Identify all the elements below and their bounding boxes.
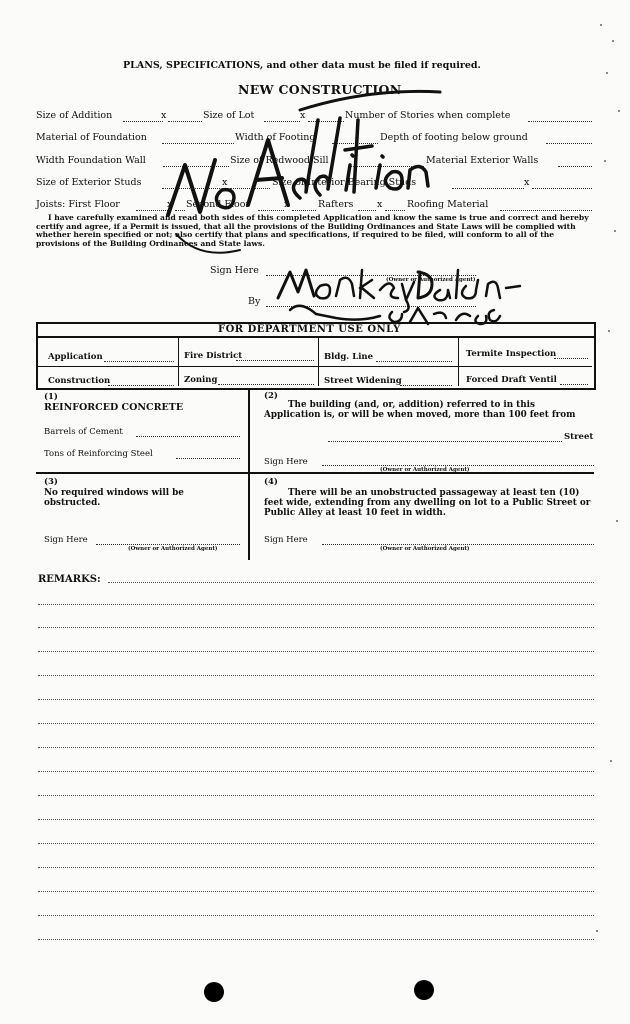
section-2-street: Street xyxy=(564,432,594,442)
width-of-footing-field[interactable] xyxy=(332,143,378,144)
size-exterior-studs-field[interactable] xyxy=(162,188,220,189)
x-mark: x xyxy=(284,199,290,210)
section-title: NEW CONSTRUCTION xyxy=(238,82,402,97)
by-field[interactable] xyxy=(266,306,476,307)
joists-first-floor-field-2[interactable] xyxy=(175,210,185,211)
x-mark: x xyxy=(377,199,383,210)
section-2-owner-note: (Owner or Authorized Agent) xyxy=(380,467,470,473)
section-3-number: (3) xyxy=(44,477,58,487)
rafters-field[interactable] xyxy=(358,210,376,211)
street-name-field[interactable] xyxy=(328,441,562,442)
section-1-number: (1) xyxy=(44,392,58,402)
fire-district-label: Fire District xyxy=(184,351,243,361)
barrels-of-cement-field[interactable] xyxy=(136,436,240,437)
x-mark: x xyxy=(300,110,306,121)
scan-speck xyxy=(606,72,608,74)
termite-inspection-label: Termite Inspection xyxy=(466,349,557,359)
scan-speck xyxy=(610,760,612,762)
section-2-sign-label: Sign Here xyxy=(264,457,308,467)
interior-bearing-studs-field-2[interactable] xyxy=(532,188,592,189)
sections-center-divider xyxy=(248,390,250,560)
sign-here-field[interactable] xyxy=(266,275,476,276)
sign-here-label: Sign Here xyxy=(210,265,259,276)
forced-draft-label: Forced Draft Ventil xyxy=(466,375,557,385)
interior-bearing-studs-field[interactable] xyxy=(452,188,524,189)
punch-hole xyxy=(414,980,434,1000)
section-2-sign-field[interactable] xyxy=(322,465,594,466)
size-exterior-studs-label: Size of Exterior Studs xyxy=(36,177,142,188)
barrels-of-cement-label: Barrels of Cement xyxy=(44,427,123,437)
remarks-line[interactable] xyxy=(38,747,594,748)
scan-speck xyxy=(616,520,618,522)
depth-of-footing-label: Depth of footing below ground xyxy=(380,132,528,143)
width-foundation-wall-field[interactable] xyxy=(163,166,229,167)
zoning-field[interactable] xyxy=(218,384,314,385)
section-3-sign-label: Sign Here xyxy=(44,535,88,545)
scan-speck xyxy=(614,230,616,232)
joists-first-floor-field[interactable] xyxy=(136,210,168,211)
rafters-field-2[interactable] xyxy=(385,210,405,211)
punch-hole xyxy=(204,982,224,1002)
scan-speck xyxy=(618,110,620,112)
remarks-line[interactable] xyxy=(38,675,594,676)
x-mark: x xyxy=(222,177,228,188)
size-of-lot-field[interactable] xyxy=(264,121,300,122)
scan-speck xyxy=(596,930,598,932)
x-mark: x xyxy=(524,177,530,188)
section-4-sign-field[interactable] xyxy=(322,544,594,545)
application-field[interactable] xyxy=(104,361,174,362)
remarks-line[interactable] xyxy=(38,723,594,724)
section-3-text: No required windows will be obstructed. xyxy=(44,488,184,508)
remarks-line[interactable] xyxy=(38,891,594,892)
owner-agent-note: (Owner or Authorized Agent) xyxy=(386,277,476,283)
street-widening-label: Street Widening xyxy=(324,376,402,386)
depth-of-footing-field[interactable] xyxy=(546,143,592,144)
size-of-lot-field-2[interactable] xyxy=(308,121,344,122)
zoning-label: Zoning xyxy=(184,375,218,385)
section-4-number: (4) xyxy=(264,477,278,487)
bldg-line-label: Bldg. Line xyxy=(324,352,374,362)
filing-note: PLANS, SPECIFICATIONS, and other data must be filed if required. xyxy=(123,60,481,71)
remarks-line[interactable] xyxy=(108,582,594,583)
department-box-col-divider xyxy=(458,338,459,386)
department-box-title: FOR DEPARTMENT USE ONLY xyxy=(218,324,401,335)
material-exterior-walls-field[interactable] xyxy=(558,166,592,167)
width-foundation-wall-label: Width Foundation Wall xyxy=(36,155,146,166)
application-label: Application xyxy=(48,352,103,362)
material-exterior-walls-label: Material Exterior Walls xyxy=(426,155,539,166)
remarks-line[interactable] xyxy=(38,795,594,796)
section-2-text: The building (and, or, addition) referred to in this Application is, or will be when moved, more than 100 feet from xyxy=(264,400,576,420)
x-mark: x xyxy=(167,199,173,210)
section-3-sign-field[interactable] xyxy=(96,544,240,545)
remarks-line[interactable] xyxy=(38,627,594,628)
remarks-line[interactable] xyxy=(38,771,594,772)
width-of-footing-label: Width of Footing xyxy=(235,132,316,143)
rafters-label: Rafters xyxy=(318,199,354,210)
reinforcing-steel-field[interactable] xyxy=(176,458,240,459)
section-2-number: (2) xyxy=(264,391,278,401)
construction-label: Construction xyxy=(48,376,111,386)
reinforcing-steel-label: Tons of Reinforcing Steel xyxy=(44,449,153,459)
size-of-addition-label: Size of Addition xyxy=(36,110,113,121)
second-floor-field[interactable] xyxy=(258,210,284,211)
remarks-line[interactable] xyxy=(38,939,594,940)
interior-bearing-studs-label: Size of Interior Bearing Studs xyxy=(272,177,417,188)
street-widening-field[interactable] xyxy=(400,385,452,386)
department-box-row-divider xyxy=(38,366,592,367)
scan-speck xyxy=(608,330,610,332)
bldg-line-field[interactable] xyxy=(376,361,452,362)
x-mark: x xyxy=(161,110,167,121)
scan-speck xyxy=(600,24,602,26)
second-floor-field-2[interactable] xyxy=(292,210,316,211)
number-of-stories-field[interactable] xyxy=(528,121,592,122)
department-box-col-divider xyxy=(318,338,319,386)
sections-row-divider xyxy=(36,472,594,474)
section-1-title: REINFORCED CONCRETE xyxy=(44,402,184,413)
size-of-lot-label: Size of Lot xyxy=(203,110,255,121)
remarks-line[interactable] xyxy=(38,915,594,916)
size-of-addition-field[interactable] xyxy=(123,121,163,122)
section-4-sign-label: Sign Here xyxy=(264,535,308,545)
remarks-line[interactable] xyxy=(38,651,594,652)
remarks-label: REMARKS: xyxy=(38,574,101,585)
remarks-line[interactable] xyxy=(38,819,594,820)
remarks-line[interactable] xyxy=(38,699,594,700)
section-3-owner-note: (Owner or Authorized Agent) xyxy=(128,546,218,552)
termite-inspection-field[interactable] xyxy=(554,358,588,359)
redwood-sill-field[interactable] xyxy=(348,166,424,167)
redwood-sill-label: Size of Redwood Sill xyxy=(230,155,329,166)
roofing-material-field[interactable] xyxy=(500,210,592,211)
material-of-foundation-field[interactable] xyxy=(162,143,234,144)
department-box-col-divider xyxy=(178,338,179,386)
remarks-line[interactable] xyxy=(38,843,594,844)
department-box-divider xyxy=(38,336,594,338)
size-of-addition-field-2[interactable] xyxy=(168,121,202,122)
construction-field[interactable] xyxy=(108,385,174,386)
second-floor-label: Second Floor xyxy=(186,199,250,210)
section-4-owner-note: (Owner or Authorized Agent) xyxy=(380,546,470,552)
remarks-line[interactable] xyxy=(38,604,594,605)
material-of-foundation-label: Material of Foundation xyxy=(36,132,147,143)
by-label: By xyxy=(248,296,261,307)
section-4-text: There will be an unobstructed passageway at least ten (10) feet wide, extending from any dwelling on lot to a Public Street or Public Alley at least 10 feet in width. xyxy=(264,488,591,518)
number-of-stories-label: Number of Stories when complete xyxy=(345,110,511,121)
joists-first-floor-label: Joists: First Floor xyxy=(36,199,120,210)
fire-district-field[interactable] xyxy=(236,360,314,361)
forced-draft-field[interactable] xyxy=(560,384,588,385)
remarks-line[interactable] xyxy=(38,867,594,868)
roofing-material-label: Roofing Material xyxy=(407,199,489,210)
certification-text: I have carefully examined and read both sides of this completed Application and know the same is true and correct and hereby certify and agree, if a Permit is issued, that all the provisions of the Building Ordinances and State Laws will be complied with whether herein specified or not; also certify that plans and specifications, if required to be filed, will conform to all of the provisions of the Building Ordinances and State laws. xyxy=(36,213,589,248)
scan-speck xyxy=(604,160,606,162)
scan-speck xyxy=(612,40,614,42)
size-exterior-studs-field-2[interactable] xyxy=(230,188,270,189)
